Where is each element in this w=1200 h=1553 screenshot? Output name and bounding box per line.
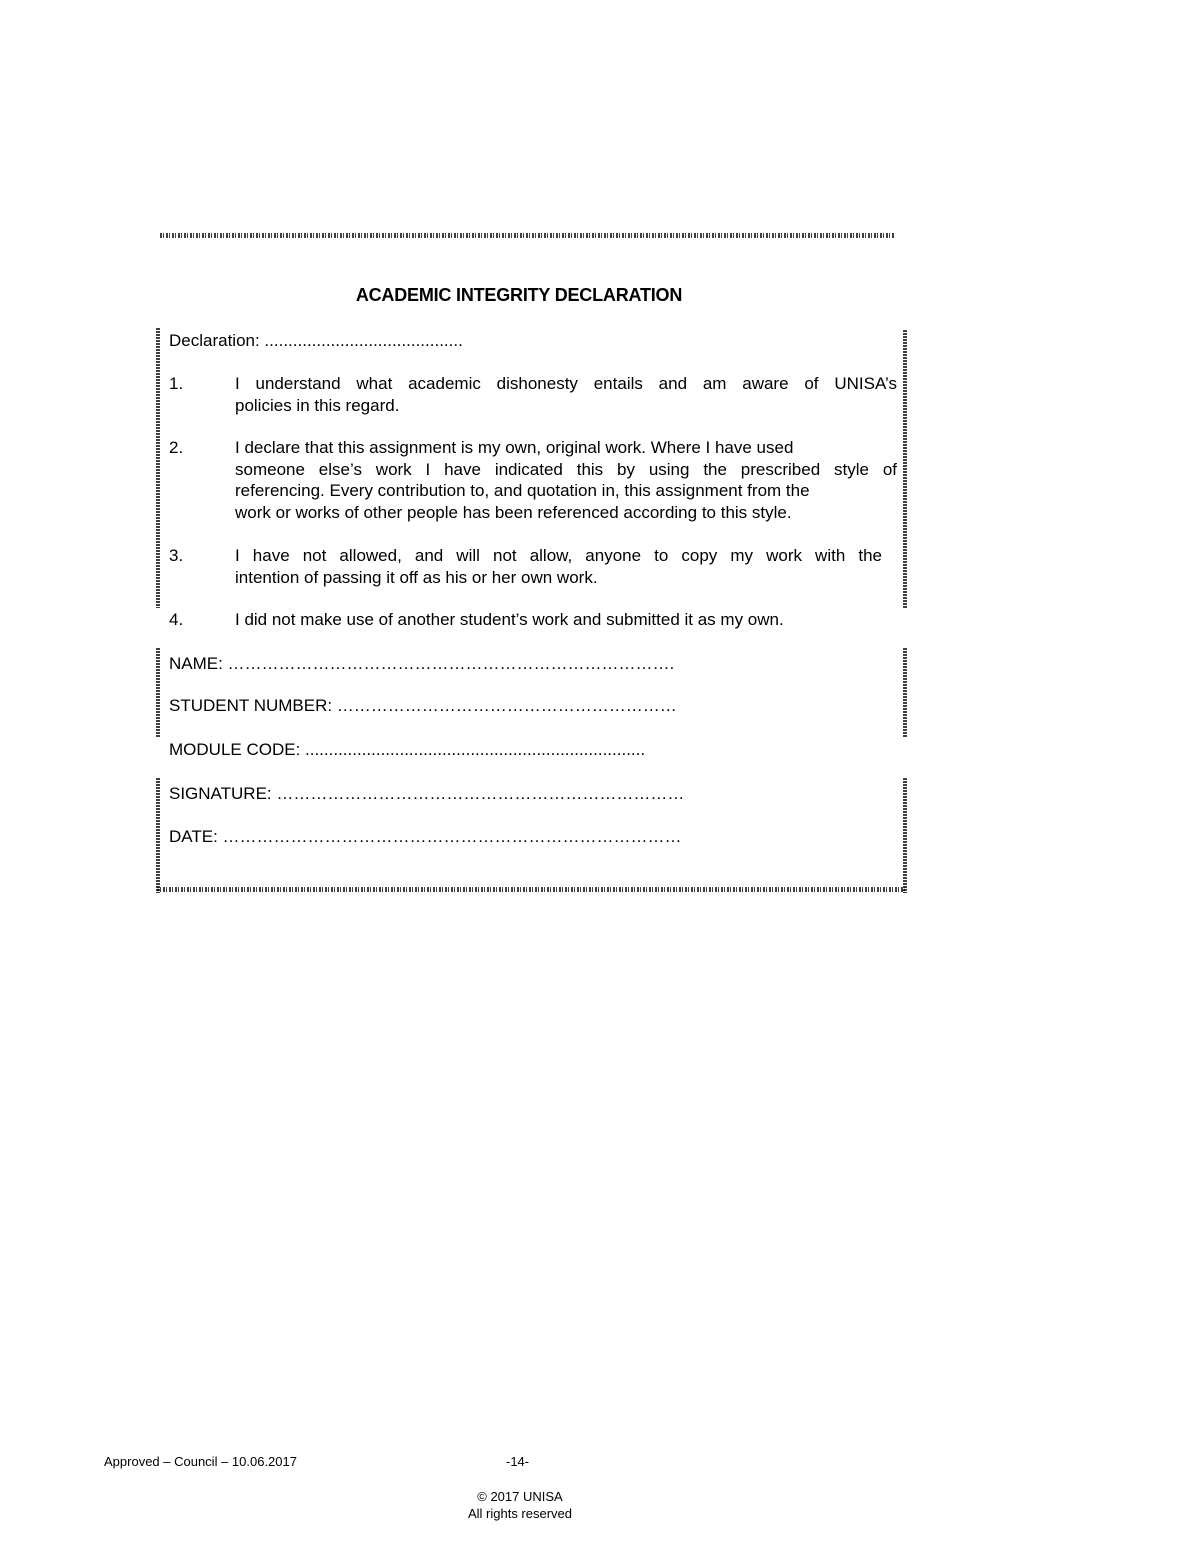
item-line: someone else’s work I have indicated this by using the prescribed style of — [235, 459, 897, 479]
item-line: I have not allowed, and will not allow, anyone to copy my work with the — [235, 546, 882, 565]
signature-field: SIGNATURE: ……………………………………………………………… — [169, 784, 685, 803]
decorative-border-left — [156, 648, 160, 738]
item-line: intention of passing it off as his or her own work. — [235, 567, 598, 587]
item-line: referencing. Every contribution to, and quotation in, this assignment from the — [235, 481, 810, 500]
date-field: DATE: ……………………………………………………………………… — [169, 827, 682, 846]
declaration-item-2 — [235, 437, 897, 523]
decorative-border-right — [903, 330, 907, 608]
item-number: 4. — [169, 610, 184, 629]
decorative-border-right — [903, 778, 907, 893]
decorative-border-left — [156, 328, 160, 608]
copyright-block — [420, 1488, 620, 1522]
page-number: -14- — [506, 1454, 530, 1469]
item-line: I understand what academic dishonesty entails and am aware of UNISA’s — [235, 374, 897, 393]
item-line: I declare that this assignment is my own, original work. Where I have used — [235, 438, 794, 457]
copyright-text: © 2017 UNISA — [477, 1489, 563, 1504]
student-number-field: STUDENT NUMBER: …………………………………………………… — [169, 696, 677, 715]
declaration-label: Declaration: .......................................... — [169, 331, 463, 350]
decorative-border-left — [156, 778, 160, 893]
page-title: ACADEMIC INTEGRITY DECLARATION — [355, 285, 683, 305]
declaration-item-3 — [235, 545, 882, 588]
name-field: NAME: ……………………………………………………………………. — [169, 654, 675, 673]
item-number: 2. — [169, 438, 184, 457]
rights-text: All rights reserved — [467, 1506, 573, 1521]
approval-note: Approved – Council – 10.06.2017 — [104, 1454, 297, 1469]
decorative-border-right — [903, 648, 907, 738]
item-line: policies in this regard. — [235, 395, 400, 415]
item-line: I did not make use of another student’s work and submitted it as my own. — [235, 610, 784, 629]
module-code-field: MODULE CODE: ........................................................................ — [169, 740, 646, 759]
item-number: 1. — [169, 374, 184, 393]
item-line: work or works of other people has been referenced according to this style. — [235, 502, 792, 522]
decorative-border-bottom — [157, 887, 907, 892]
item-number: 3. — [169, 546, 184, 565]
decorative-border-top — [160, 233, 894, 238]
declaration-item-4 — [235, 609, 897, 631]
declaration-item-1 — [235, 373, 897, 416]
